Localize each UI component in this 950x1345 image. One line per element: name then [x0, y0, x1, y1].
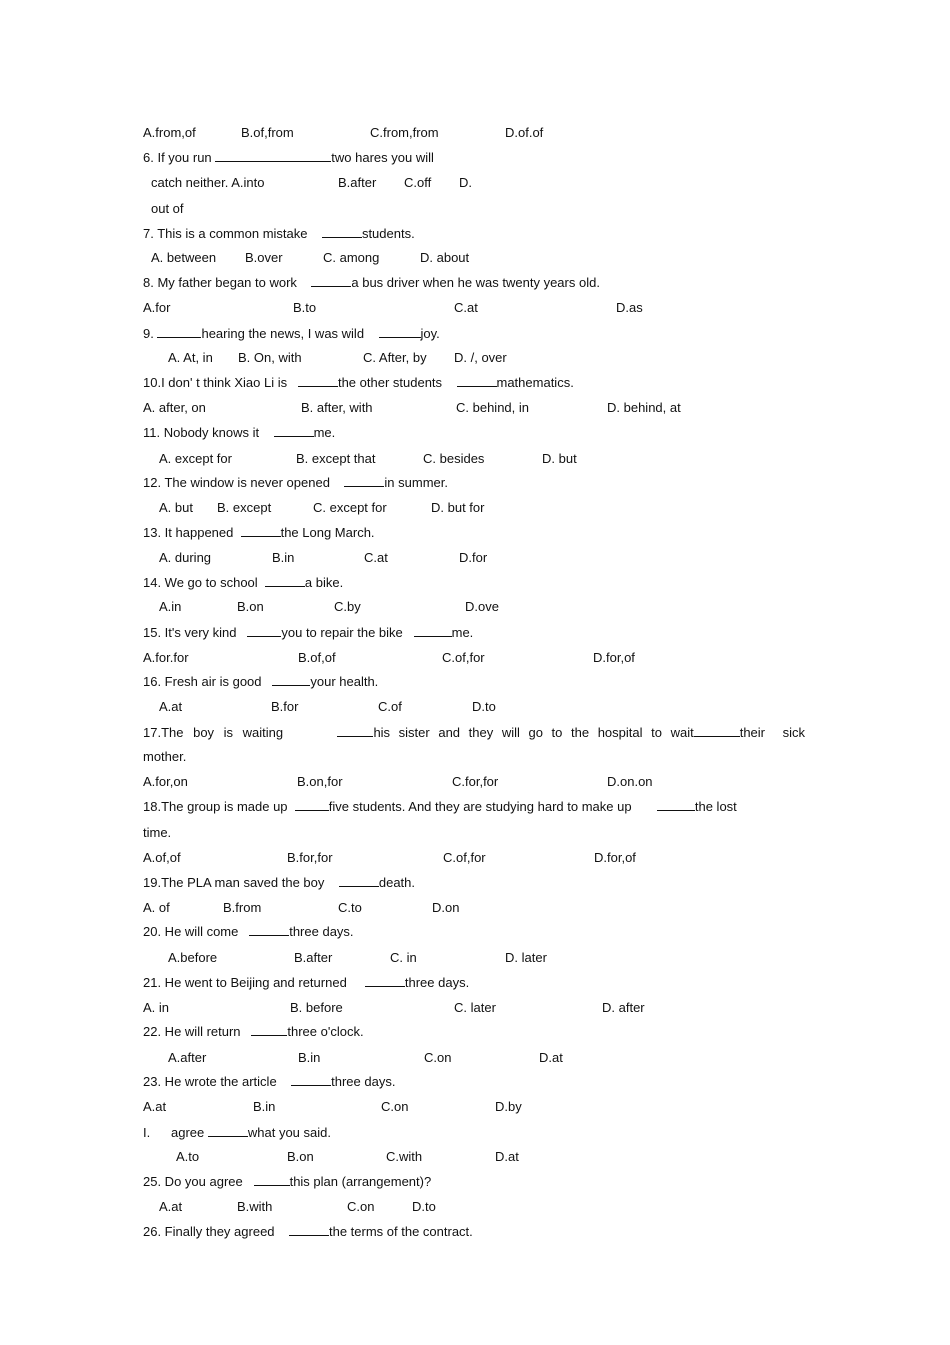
question-9: [143, 326, 440, 342]
question-19: [143, 875, 415, 891]
question-text: hearing the news, I was wild: [201, 326, 365, 341]
option-b: B.of,of: [298, 650, 336, 665]
question-text: what you said.: [247, 1125, 331, 1140]
option-a: A.for: [143, 300, 171, 315]
answer-blank: [157, 326, 201, 338]
answer-blank: [274, 425, 314, 437]
question-17: [143, 725, 805, 741]
option-c: C.of,for: [442, 650, 485, 665]
answer-blank: [241, 525, 281, 537]
answer-blank: [215, 150, 331, 162]
question-text: the other students: [337, 375, 443, 390]
question-number: 9.: [143, 326, 154, 341]
answer-blank: [657, 799, 695, 811]
question-text: 16. Fresh air is good: [143, 674, 262, 689]
option-a: A.to: [176, 1149, 200, 1164]
option-c: C. later: [454, 1000, 496, 1015]
option-b: B.over: [245, 250, 283, 265]
option-c: C.at: [454, 300, 478, 315]
question-11: [143, 425, 335, 441]
question-21: [143, 975, 469, 991]
answer-blank: [251, 1024, 287, 1036]
question-15: [143, 625, 473, 641]
option-a: A.after: [168, 1050, 207, 1065]
question-text: agree: [171, 1125, 205, 1140]
option-b: B.to: [293, 300, 317, 315]
question-text: three o'clock.: [287, 1024, 364, 1039]
question-text: his sister and they will go to the hospital to wait: [373, 725, 694, 740]
option-a: A.at: [159, 699, 183, 714]
question-26: [143, 1224, 473, 1240]
question-text: me.: [313, 425, 336, 440]
option-c: C.on: [381, 1099, 409, 1114]
option-d: D. behind, at: [607, 400, 681, 415]
question-text: 14. We go to school: [143, 575, 258, 590]
option-b: B.on: [237, 599, 264, 614]
option-b: B.for: [271, 699, 299, 714]
question-23: [143, 1074, 395, 1090]
option-c: C.to: [338, 900, 362, 915]
question-text: 8. My father began to work: [143, 275, 297, 290]
question-text: 20. He will come: [143, 924, 239, 939]
option-b: B. except that: [296, 451, 376, 466]
option-a: A. in: [143, 1000, 170, 1015]
question-text: 18.The group is made up: [143, 799, 288, 814]
question-text-continued: time.: [143, 825, 172, 840]
option-c: C.from,from: [370, 125, 439, 140]
question-text: in summer.: [384, 475, 448, 490]
answer-blank: [265, 575, 305, 587]
answer-blank: [289, 1224, 329, 1236]
option-b: B.in: [298, 1050, 321, 1065]
option-d: D. about: [420, 250, 470, 265]
question-18: [143, 799, 737, 815]
answer-blank: [414, 625, 452, 637]
answer-blank: [311, 275, 351, 287]
question-text: joy.: [420, 326, 440, 341]
question-13: [143, 525, 375, 541]
question-text: me.: [451, 625, 474, 640]
option-b: B.in: [272, 550, 295, 565]
question-6: [143, 150, 434, 166]
question-number: I.: [143, 1125, 151, 1140]
option-b: B.from: [223, 900, 262, 915]
option-d: D.for,of: [593, 650, 635, 665]
option-d: D. after: [602, 1000, 645, 1015]
option-b: B.after: [294, 950, 333, 965]
option-d: D. later: [505, 950, 547, 965]
question-text: 6. If you run: [143, 150, 212, 165]
answer-blank: [337, 725, 373, 737]
option-a: A.of,of: [143, 850, 181, 865]
option-b: B.for,for: [287, 850, 333, 865]
option-a: A. but: [159, 500, 193, 515]
question-text: students.: [361, 226, 415, 241]
option-b: B. except: [217, 500, 272, 515]
option-c: C.on: [347, 1199, 375, 1214]
question-text: 25. Do you agree: [143, 1174, 243, 1189]
question-text: 12. The window is never opened: [143, 475, 330, 490]
question-text: 23. He wrote the article: [143, 1074, 277, 1089]
option-b: B.of,from: [241, 125, 294, 140]
answer-blank: [339, 875, 379, 887]
option-c: C.of,for: [443, 850, 486, 865]
question-25: [143, 1174, 431, 1190]
question-text: their sick: [739, 725, 805, 740]
option-d: D.at: [539, 1050, 563, 1065]
question-text: 15. It's very kind: [143, 625, 237, 640]
answer-blank: [694, 725, 740, 737]
option-c: C. in: [390, 950, 417, 965]
option-c: C.of: [378, 699, 402, 714]
answer-blank: [298, 375, 338, 387]
option-d: D.to: [472, 699, 496, 714]
option-a: A.from,of: [143, 125, 196, 140]
question-16: [143, 674, 378, 690]
question-20: [143, 924, 354, 940]
option-b: B.in: [253, 1099, 276, 1114]
answer-blank: [291, 1074, 331, 1086]
question-text: 10.I don' t think Xiao Li is: [143, 375, 288, 390]
question-text: a bus driver when he was twenty years old.: [351, 275, 600, 290]
option-d-continued: out of: [151, 201, 184, 216]
option-b: B.after: [338, 175, 377, 190]
question-24: [171, 1125, 331, 1141]
question-8: [143, 275, 600, 291]
answer-blank: [249, 924, 289, 936]
answer-blank: [272, 674, 310, 686]
answer-blank: [208, 1125, 248, 1137]
option-d: D.: [459, 175, 472, 190]
answer-blank: [344, 475, 384, 487]
option-a: A. At, in: [168, 350, 213, 365]
option-d: D.of.of: [505, 125, 544, 140]
option-c: C.with: [386, 1149, 423, 1164]
option-a: A.in: [159, 599, 182, 614]
option-a: A. of: [143, 900, 170, 915]
option-d: D.to: [412, 1199, 436, 1214]
question-text: mathematics.: [496, 375, 574, 390]
option-b: B.on,for: [297, 774, 343, 789]
option-d: D.on: [432, 900, 460, 915]
option-b: B. after, with: [301, 400, 373, 415]
option-d: D.for: [459, 550, 488, 565]
question-14: [143, 575, 343, 591]
question-text: you to repair the bike: [281, 625, 403, 640]
option-a: A. after, on: [143, 400, 206, 415]
question-text: death.: [378, 875, 416, 890]
option-a: A. except for: [159, 451, 232, 466]
option-a: A.at: [143, 1099, 167, 1114]
option-c: C. except for: [313, 500, 387, 515]
question-text-continued: mother.: [143, 749, 187, 764]
question-text: the Long March.: [280, 525, 375, 540]
question-22: [143, 1024, 364, 1040]
question-10: [143, 375, 574, 391]
question-text: 19.The PLA man saved the boy: [143, 875, 325, 890]
option-a: A.at: [159, 1199, 183, 1214]
question-text: three days.: [404, 975, 470, 990]
option-c: C. After, by: [363, 350, 427, 365]
option-d: D.ove: [465, 599, 499, 614]
option-a: A.for.for: [143, 650, 189, 665]
option-c: C. besides: [423, 451, 485, 466]
option-a: A.for,on: [143, 774, 188, 789]
option-d: D. but: [542, 451, 577, 466]
question-text: your health.: [310, 674, 379, 689]
option-d: D.as: [616, 300, 643, 315]
option-c: C. among: [323, 250, 380, 265]
question-text: 17.The boy is waiting: [143, 725, 284, 740]
option-a: catch neither. A.into: [151, 175, 265, 190]
option-a: A.before: [168, 950, 218, 965]
answer-blank: [322, 226, 362, 238]
question-text: two hares you will: [331, 150, 434, 165]
question-text: 26. Finally they agreed: [143, 1224, 275, 1239]
option-d: D.by: [495, 1099, 522, 1114]
question-text: 13. It happened: [143, 525, 234, 540]
option-d: D. /, over: [454, 350, 507, 365]
question-12: [143, 475, 448, 491]
question-text: three days.: [331, 1074, 396, 1089]
question-text: 21. He went to Beijing and returned: [143, 975, 347, 990]
option-b: B. before: [290, 1000, 343, 1015]
question-text: the lost: [694, 799, 737, 814]
question-text: 22. He will return: [143, 1024, 241, 1039]
option-d: D.on.on: [607, 774, 653, 789]
option-c: C.off: [404, 175, 432, 190]
answer-blank: [365, 975, 405, 987]
option-c: C.at: [364, 550, 388, 565]
option-a: A. between: [151, 250, 217, 265]
question-text: 11. Nobody knows it: [143, 425, 260, 440]
answer-blank: [379, 326, 421, 338]
option-c: C.on: [424, 1050, 452, 1065]
answer-blank: [254, 1174, 290, 1186]
question-7: [143, 226, 415, 242]
option-d: D.at: [495, 1149, 519, 1164]
question-text: five students. And they are studying hard to make up: [328, 799, 632, 814]
option-d: D. but for: [431, 500, 485, 515]
question-text: the terms of the contract.: [328, 1224, 473, 1239]
option-b: B.on: [287, 1149, 314, 1164]
option-c: C. behind, in: [456, 400, 529, 415]
question-text: 7. This is a common mistake: [143, 226, 308, 241]
answer-blank: [295, 799, 329, 811]
option-b: B. On, with: [238, 350, 302, 365]
option-d: D.for,of: [594, 850, 636, 865]
question-text: this plan (arrangement)?: [289, 1174, 432, 1189]
answer-blank: [457, 375, 497, 387]
question-text: three days.: [289, 924, 354, 939]
option-b: B.with: [237, 1199, 273, 1214]
option-a: A. during: [159, 550, 212, 565]
option-c: C.by: [334, 599, 361, 614]
question-text: a bike.: [304, 575, 344, 590]
option-c: C.for,for: [452, 774, 499, 789]
answer-blank: [247, 625, 281, 637]
